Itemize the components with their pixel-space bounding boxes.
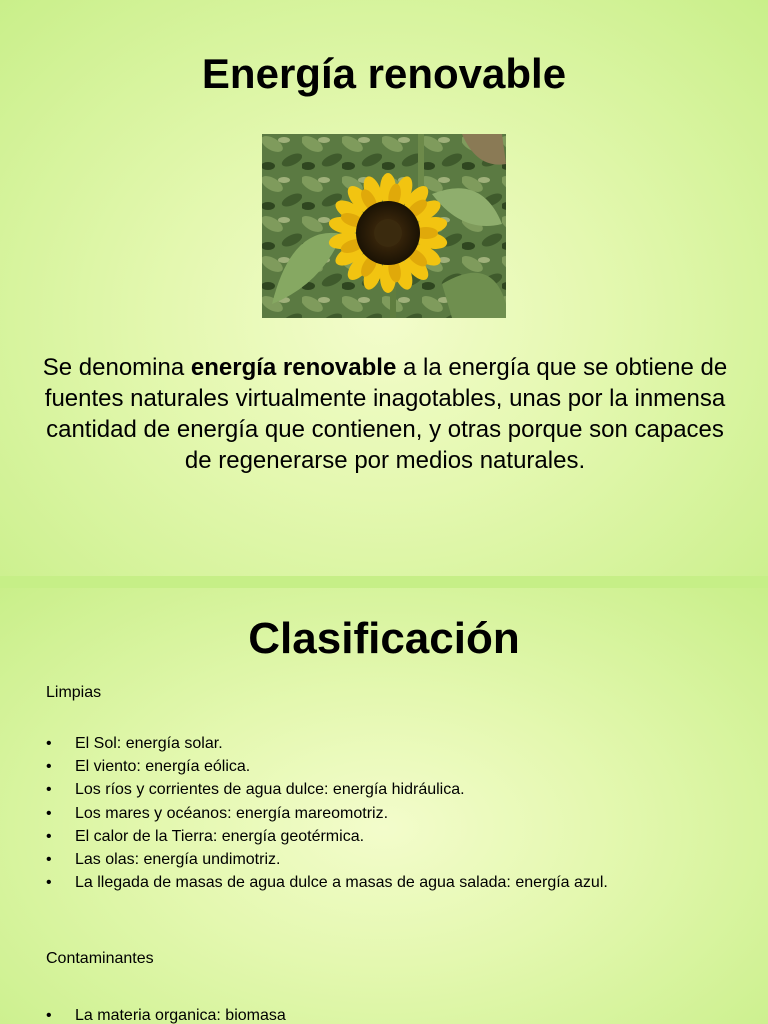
bullet-icon: • [46,827,52,845]
slide-separator [0,576,768,588]
list-item: • El viento: energía eólica. [46,755,608,778]
list-item: • La llegada de masas de agua dulce a masas de agua salada: energía azul. [46,871,608,894]
slide-title: Energía renovable [201,50,567,97]
bullet-icon: • [46,735,52,752]
polluting-energy-list [46,1004,286,1024]
slide-title: Clasificación [248,614,520,663]
bullet-icon: • [46,1007,52,1024]
bullet-icon: • [46,804,52,822]
list-item: • Los ríos y corrientes de agua dulce: energía hidráulica. [46,778,608,801]
bullet-icon: • [46,758,52,776]
list-item: • El calor de la Tierra: energía geotérmica. [46,825,608,848]
section-label-limpias: Limpias [46,684,102,701]
sunflower-photo [262,134,506,318]
intro-bold-term: energía renovable [190,354,397,381]
intro-paragraph [40,352,730,476]
list-item: • La materia organica: biomasa [46,1004,286,1024]
section-label-contaminantes: Contaminantes [46,950,154,967]
intro-before: Se denomina [42,354,191,381]
intro-after: a la energía que se obtiene de fuentes naturales virtualmente inagotables, unas por la inmensa cantidad de energía que contienen, y otras porque son capaces de regenerarse por medios naturales. [44,354,728,474]
list-item: • Los mares y océanos: energía mareomotriz. [46,802,608,825]
slide-clasificacion [0,588,768,1024]
list-item: • Las olas: energía undimotriz. [46,848,608,871]
bullet-icon: • [46,851,52,869]
list-item: • El Sol: energía solar. [46,732,608,755]
clean-energy-list [46,732,608,894]
bullet-icon: • [46,874,52,892]
bullet-icon: • [46,781,52,799]
